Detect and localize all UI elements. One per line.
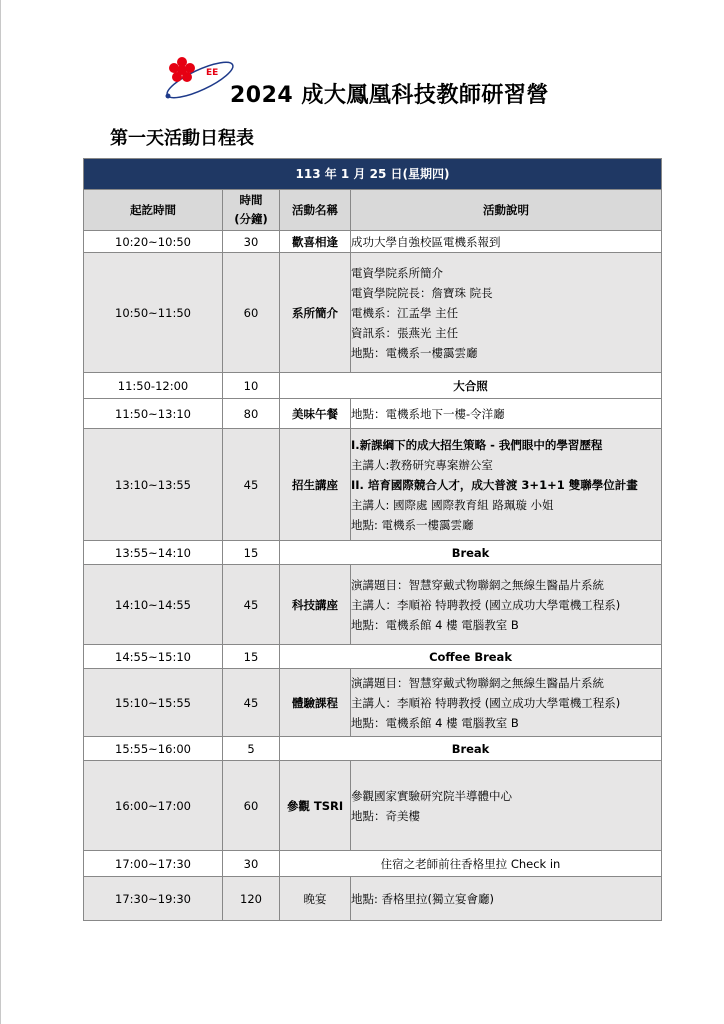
row-activity-desc	[351, 877, 662, 921]
row-span-activity: Coffee Break	[280, 645, 662, 669]
row-activity-desc	[351, 231, 662, 253]
row-time: 13:10~13:55	[84, 429, 223, 541]
column-header-row	[84, 190, 662, 231]
row-activity-desc	[351, 669, 662, 737]
desc-line: 參觀國家實驗研究院半導體中心	[351, 788, 512, 803]
col-header-minutes	[223, 190, 280, 231]
row-time: 14:10~14:55	[84, 565, 223, 645]
row-time: 11:50-12:00	[84, 373, 223, 399]
row-minutes: 120	[223, 877, 280, 921]
row-time: 14:55~15:10	[84, 645, 223, 669]
row-activity-name: 體驗課程	[280, 669, 351, 737]
row-minutes: 15	[223, 645, 280, 669]
table-row	[84, 399, 662, 429]
row-activity-name: 歡喜相逢	[280, 231, 351, 253]
desc-line: 主講人: 國際處 國際教育組 路珮璇 小姐	[351, 497, 554, 512]
row-span-activity: Break	[280, 737, 662, 761]
desc-line: 地點：電機系館 4 樓 電腦教室 B	[351, 715, 519, 730]
schedule-date: 113 年 1 月 25 日(星期四)	[84, 159, 662, 190]
col-header-minutes-line2: (分鐘)	[234, 212, 268, 226]
table-row	[84, 541, 662, 565]
table-row	[84, 429, 662, 541]
page-title: 2024 成大鳳凰科技教師研習營	[230, 83, 549, 108]
desc-line: 演講題目：智慧穿戴式物聯網之無線生醫晶片系統	[351, 675, 604, 690]
date-header-row	[84, 159, 662, 190]
desc-line: II. 培育國際競合人才，成大普渡 3+1+1 雙聯學位計畫	[351, 477, 638, 492]
col-header-desc: 活動說明	[351, 190, 662, 231]
table-row	[84, 645, 662, 669]
desc-line: 電資學院系所簡介	[351, 265, 443, 280]
row-minutes: 45	[223, 429, 280, 541]
table-row	[84, 761, 662, 851]
col-header-name: 活動名稱	[280, 190, 351, 231]
table-row	[84, 373, 662, 399]
table-row	[84, 877, 662, 921]
desc-line: 地點：奇美樓	[351, 808, 420, 823]
row-span-activity: 大合照	[280, 373, 662, 399]
table-row	[84, 851, 662, 877]
row-minutes: 30	[223, 851, 280, 877]
row-minutes: 45	[223, 565, 280, 645]
row-activity-name: 科技講座	[280, 565, 351, 645]
row-activity-desc	[351, 761, 662, 851]
page-edge	[0, 0, 1, 1024]
desc-line: I.新課綱下的成大招生策略 - 我們眼中的學習歷程	[351, 437, 603, 452]
row-time: 15:55~16:00	[84, 737, 223, 761]
row-minutes: 15	[223, 541, 280, 565]
row-activity-name: 晚宴	[280, 877, 351, 921]
table-row	[84, 253, 662, 373]
table-row	[84, 231, 662, 253]
row-minutes: 5	[223, 737, 280, 761]
logo	[160, 50, 240, 106]
row-activity-desc	[351, 429, 662, 541]
row-activity-desc	[351, 565, 662, 645]
row-time: 10:20~10:50	[84, 231, 223, 253]
row-minutes: 60	[223, 761, 280, 851]
row-activity-name: 參觀 TSRI	[280, 761, 351, 851]
row-time: 10:50~11:50	[84, 253, 223, 373]
row-time: 15:10~15:55	[84, 669, 223, 737]
desc-line: 演講題目：智慧穿戴式物聯網之無線生醫晶片系統	[351, 577, 604, 592]
row-minutes: 60	[223, 253, 280, 373]
desc-line: 地點：電機系地下一樓-令洋廳	[351, 406, 505, 421]
desc-line: 主講人:教務研究專案辦公室	[351, 457, 493, 472]
table-row	[84, 737, 662, 761]
row-minutes: 80	[223, 399, 280, 429]
desc-line: 地點：電機系一樓靄雲廳	[351, 345, 478, 360]
row-time: 17:30~19:30	[84, 877, 223, 921]
schedule-table	[83, 158, 662, 921]
row-time: 17:00~17:30	[84, 851, 223, 877]
desc-line: 成功大學自強校區電機系報到	[351, 234, 501, 249]
desc-line: 主講人：李順裕 特聘教授 (國立成功大學電機工程系)	[351, 695, 621, 710]
table-row	[84, 669, 662, 737]
desc-line: 主講人：李順裕 特聘教授 (國立成功大學電機工程系)	[351, 597, 621, 612]
row-activity-name: 招生講座	[280, 429, 351, 541]
phoenix-flower-icon	[160, 50, 240, 106]
desc-line: 電資學院院長：詹寶珠 院長	[351, 285, 493, 300]
col-header-time: 起訖時間	[84, 190, 223, 231]
row-activity-desc	[351, 399, 662, 429]
row-span-activity: Break	[280, 541, 662, 565]
row-time: 16:00~17:00	[84, 761, 223, 851]
row-activity-desc	[351, 253, 662, 373]
row-activity-name: 系所簡介	[280, 253, 351, 373]
desc-line: 地點: 香格里拉(獨立宴會廳)	[351, 891, 495, 906]
row-time: 13:55~14:10	[84, 541, 223, 565]
row-span-activity: 住宿之老師前往香格里拉 Check in	[280, 851, 662, 877]
row-time: 11:50~13:10	[84, 399, 223, 429]
page-subtitle: 第一天活動日程表	[110, 128, 254, 149]
desc-line: 地點: 電機系一樓靄雲廳	[351, 517, 474, 532]
row-minutes: 30	[223, 231, 280, 253]
row-activity-name: 美味午餐	[280, 399, 351, 429]
desc-line: 地點：電機系館 4 樓 電腦教室 B	[351, 617, 519, 632]
row-minutes: 45	[223, 669, 280, 737]
table-row	[84, 565, 662, 645]
desc-line: 電機系：江孟學 主任	[351, 305, 459, 320]
desc-line: 資訊系：張燕光 主任	[351, 325, 459, 340]
col-header-minutes-line1: 時間	[239, 193, 263, 207]
logo-text: EE	[206, 68, 219, 78]
row-minutes: 10	[223, 373, 280, 399]
